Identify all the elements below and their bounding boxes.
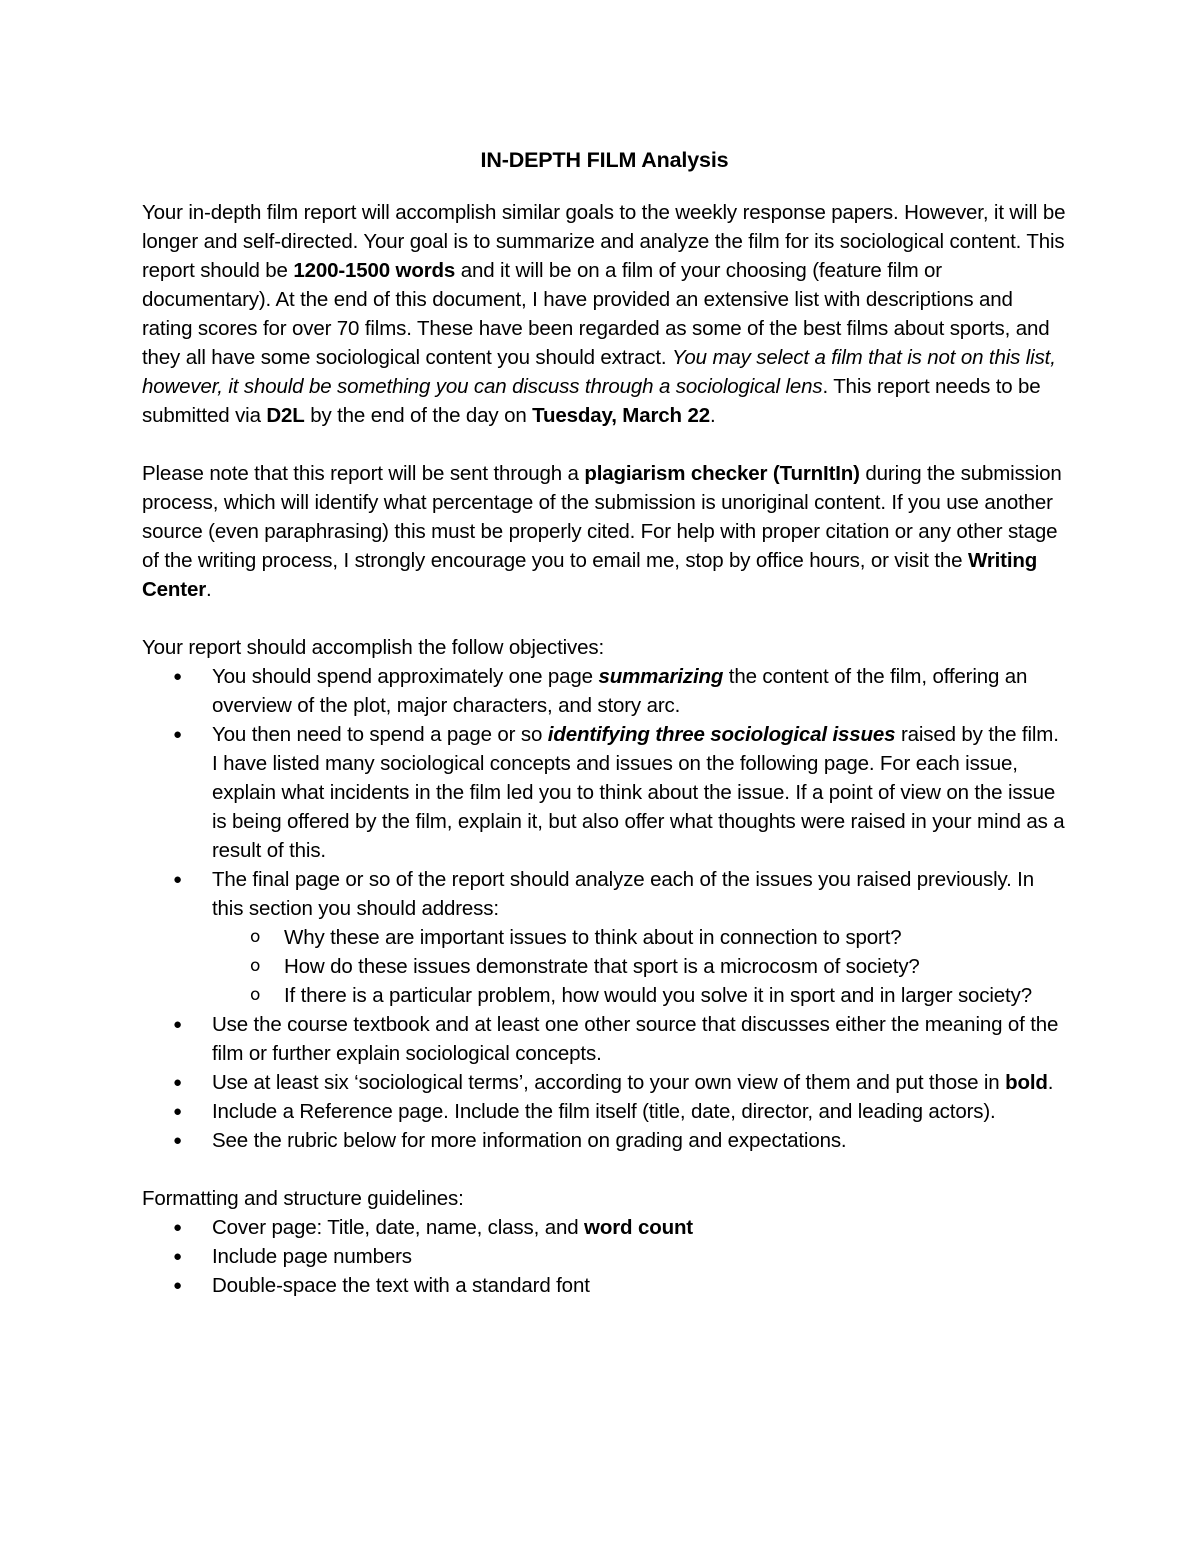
intro-italic-note: You may select a film that is not on this list, however, it should be something you can discuss through a sociological lens	[142, 346, 1056, 398]
plagiarism-paragraph	[142, 459, 1067, 604]
objective-item	[142, 1068, 1067, 1097]
objective-3-text: The final page or so of the report should analyze each of the issues you raised previously. In this section you should address:	[212, 868, 1034, 920]
objectives-lead: Your report should accomplish the follow objectives:	[142, 636, 605, 659]
writing-center: Writing Center	[142, 549, 1038, 601]
circle-bullet-icon: o	[250, 985, 261, 1005]
formatting-list	[142, 1213, 1067, 1300]
sub-item-text: How do these issues demonstrate that sport is a microcosm of society?	[284, 955, 920, 978]
objective-2-emphasis: identifying three sociological issues	[547, 723, 896, 746]
sub-item-text: Why these are important issues to think about in connection to sport?	[284, 926, 902, 949]
document-title: IN-DEPTH FILM Analysis	[480, 148, 729, 172]
sub-item	[212, 981, 1067, 1010]
bullet-icon: ●	[173, 668, 182, 685]
formatting-3-text: Double-space the text with a standard font	[212, 1274, 590, 1297]
objectives-list	[142, 662, 1067, 1155]
circle-bullet-icon: o	[250, 956, 261, 976]
plagiarism-text-1: Please note that this report will be sent through a	[142, 462, 585, 485]
bullet-icon: ●	[173, 726, 182, 743]
objective-item	[142, 865, 1067, 1010]
intro-text-4: by the end of the day on	[304, 404, 533, 427]
intro-text-1: Your in-depth film report will accomplish similar goals to the weekly response papers. However, it will be longer and self-directed. Your goal is to summarize and analyze the film for its sociological content. This report should be	[142, 201, 1066, 282]
intro-word-count: 1200-1500 words	[293, 259, 456, 282]
intro-text-5: .	[709, 404, 716, 427]
objective-6-text: Include a Reference page. Include the film itself (title, date, director, and leading actors).	[212, 1100, 996, 1123]
intro-paragraph	[142, 198, 1067, 430]
objective-7-text: See the rubric below for more information on grading and expectations.	[212, 1129, 847, 1152]
circle-bullet-icon: o	[250, 927, 261, 947]
intro-text-3: . This report needs to be submitted via	[142, 375, 1041, 427]
objective-item	[142, 720, 1067, 865]
formatting-item	[142, 1242, 1067, 1271]
sub-item-text: If there is a particular problem, how would you solve it in sport and in larger society?	[284, 984, 1032, 1007]
plagiarism-text-2: during the submission process, which will identify what percentage of the submission is unoriginal content. If you use another source (even paraphrasing) this must be properly cited. For help with proper citation or any other stage of the writing process, I strongly encourage you to email me, stop by office hours, or visit the	[142, 462, 1062, 572]
bullet-icon: ●	[173, 1277, 182, 1294]
sub-item	[212, 952, 1067, 981]
objective-item	[142, 662, 1067, 720]
objective-item	[142, 1126, 1067, 1155]
bullet-icon: ●	[173, 1219, 182, 1236]
formatting-item	[142, 1271, 1067, 1300]
formatting-1-bold: word count	[584, 1216, 693, 1239]
document-body	[142, 142, 1067, 1329]
objective-item	[142, 1010, 1067, 1068]
objective-2-text-2: raised by the film. I have listed many sociological concepts and issues on the following page. For each issue, explain what incidents in the film led you to think about the issue. If a point of view on the issue is being offered by the film, explain it, but also offer what thoughts were raised in your mind as a result of this.	[212, 723, 1065, 862]
objective-1-text-1: You should spend approximately one page	[212, 665, 599, 688]
objective-item	[142, 1097, 1067, 1126]
formatting-item	[142, 1213, 1067, 1242]
objective-1-text-2: the content of the film, offering an overview of the plot, major characters, and story arc.	[212, 665, 1028, 717]
intro-due-date: Tuesday, March 22	[532, 404, 710, 427]
objective-5-bold: bold	[1005, 1071, 1048, 1094]
bullet-icon: ●	[173, 1074, 182, 1091]
plagiarism-text-3: .	[206, 578, 212, 601]
bullet-icon: ●	[173, 1103, 182, 1120]
objective-4-text: Use the course textbook and at least one other source that discusses either the meaning of the film or further explain sociological concepts.	[212, 1013, 1059, 1065]
intro-d2l: D2L	[266, 404, 305, 427]
objective-3-sublist	[212, 923, 1067, 1010]
formatting-lead: Formatting and structure guidelines:	[142, 1187, 464, 1210]
intro-text-2: and it will be on a film of your choosing (feature film or documentary). At the end of this document, I have provided an extensive list with descriptions and rating scores for over 70 films. These have been regarded as some of the best films about sports, and they all have some sociological content you should extract.	[142, 259, 1050, 369]
objective-5-text-2: .	[1047, 1071, 1054, 1094]
bullet-icon: ●	[173, 1248, 182, 1265]
bullet-icon: ●	[173, 1016, 182, 1033]
sub-item	[212, 923, 1067, 952]
objective-1-emphasis: summarizing	[598, 665, 724, 688]
plagiarism-checker: plagiarism checker (TurnItIn)	[584, 462, 860, 485]
objective-2-text-1: You then need to spend a page or so	[212, 723, 548, 746]
objective-5-text-1: Use at least six ‘sociological terms’, according to your own view of them and put those in	[212, 1071, 1006, 1094]
bullet-icon: ●	[173, 871, 182, 888]
formatting-2-text: Include page numbers	[212, 1245, 412, 1268]
formatting-1-text: Cover page: Title, date, name, class, and	[212, 1216, 585, 1239]
bullet-icon: ●	[173, 1132, 182, 1149]
